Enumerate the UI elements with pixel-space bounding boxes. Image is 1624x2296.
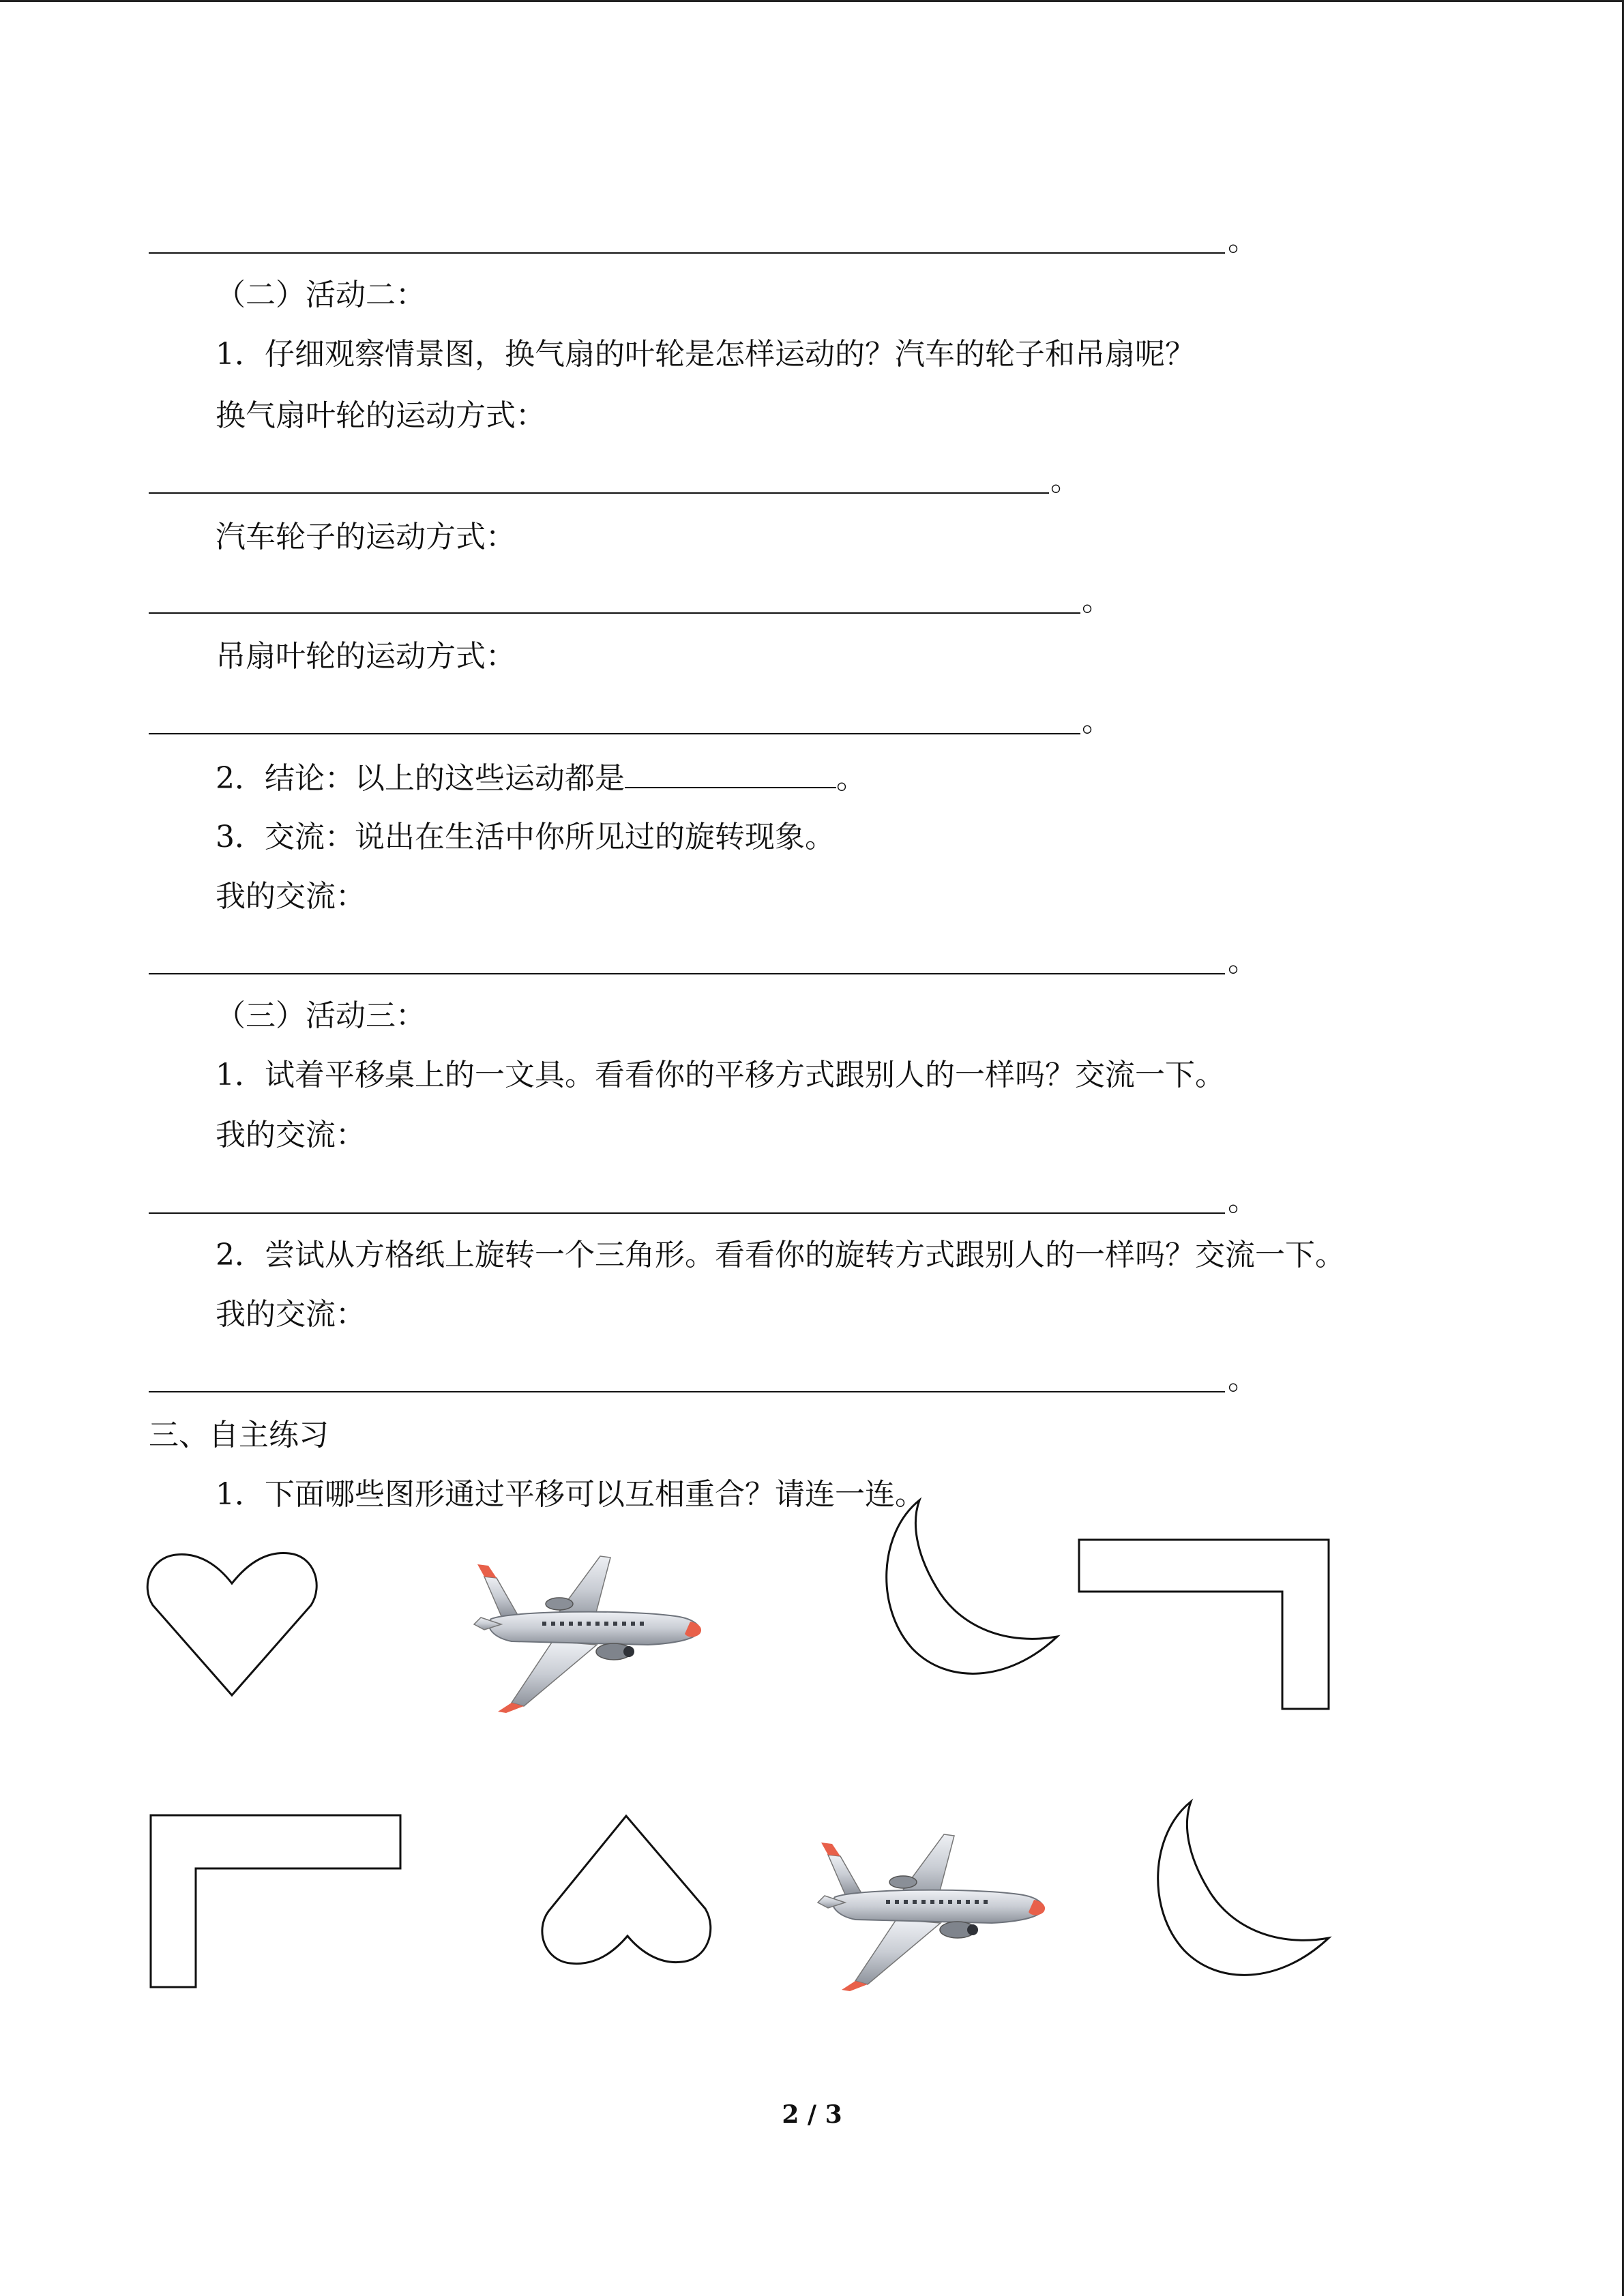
activity3-question-1: 1．试着平移桌上的一文具。看看你的平移方式跟别人的一样吗？交流一下。 [216, 1058, 1225, 1092]
activity2-question-3: 3．交流：说出在生活中你所见过的旋转现象。 [216, 820, 835, 854]
crescent-moon-icon[interactable] [1143, 1793, 1334, 1991]
answer-line-fan[interactable] [149, 492, 1049, 494]
answer-line-car[interactable] [149, 612, 1080, 614]
my-exchange-label: 我的交流： [216, 1297, 366, 1332]
heart-icon[interactable] [145, 1548, 322, 1705]
period: 。 [1228, 1362, 1258, 1397]
airplane-icon[interactable] [814, 1821, 1053, 1995]
ceiling-fan-label: 吊扇叶轮的运动方式： [216, 639, 516, 674]
fan-label: 换气扇叶轮的运动方式： [216, 398, 546, 433]
answer-line-rotation[interactable] [149, 1391, 1225, 1392]
section3-question-1: 1．下面哪些图形通过平移可以互相重合？请连一连。 [216, 1477, 925, 1512]
activity3-question-2: 2．尝试从方格纸上旋转一个三角形。看看你的旋转方式跟别人的一样吗？交流一下。 [216, 1238, 1345, 1272]
heart-icon[interactable] [537, 1810, 716, 1969]
car-label: 汽车轮子的运动方式： [216, 520, 516, 554]
activity2-heading: （二）活动二： [216, 278, 426, 312]
l-shape-icon[interactable] [147, 1813, 406, 1991]
activity2-question-1: 1．仔细观察情景图，换气扇的叶轮是怎样运动的？汽车的轮子和吊扇呢？ [216, 337, 1195, 372]
page-number: 2 / 3 [782, 2100, 842, 2129]
section3-heading: 三、自主练习 [149, 1418, 329, 1452]
l-shape-icon[interactable] [1076, 1536, 1335, 1714]
period: 。 [1228, 1183, 1258, 1218]
my-exchange-label: 我的交流： [216, 1118, 366, 1152]
period: 。 [1082, 704, 1112, 739]
airplane-icon[interactable] [471, 1542, 709, 1716]
period: 。 [836, 761, 866, 796]
answer-line-translation[interactable] [149, 1212, 1225, 1214]
page-border-top [0, 0, 1624, 2]
answer-line-prev[interactable] [149, 252, 1225, 254]
conclusion-prefix: 2．结论：以上的这些运动都是 [216, 761, 625, 796]
period: 。 [1228, 944, 1258, 979]
my-exchange-label: 我的交流： [216, 879, 366, 914]
crescent-moon-icon[interactable] [872, 1492, 1063, 1690]
period: 。 [1228, 223, 1258, 258]
period: 。 [1050, 463, 1080, 498]
answer-line-ceiling-fan[interactable] [149, 733, 1080, 734]
activity3-heading: （三）活动三： [216, 998, 426, 1033]
activity2-question-2 [216, 758, 866, 798]
answer-line-exchange[interactable] [149, 973, 1225, 974]
period: 。 [1082, 583, 1112, 618]
conclusion-blank[interactable] [625, 758, 836, 788]
